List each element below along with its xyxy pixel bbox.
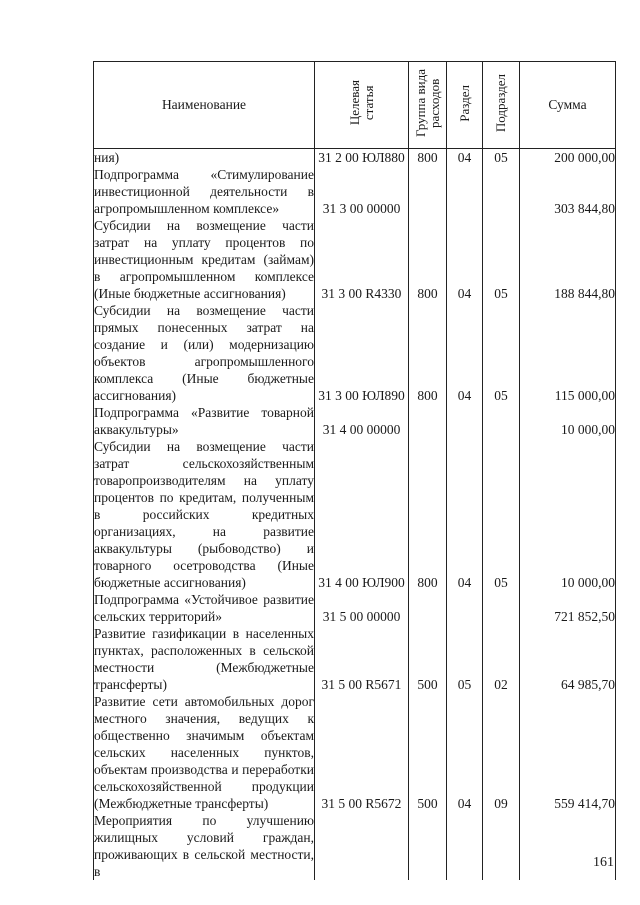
header-subsection-label: Подраздел [493, 73, 508, 133]
row-expense-group-cell [409, 166, 447, 217]
row-target-article-cell: 31 5 00 R5672 [315, 693, 409, 812]
table-row [94, 438, 616, 591]
row-expense-group-cell: 800 [409, 149, 447, 167]
row-subsection-cell: 05 [483, 302, 520, 404]
row-sum-cell: 559 414,70 [520, 693, 616, 812]
row-expense-group-cell: 500 [409, 693, 447, 812]
row-section-cell [447, 591, 483, 625]
row-section-cell: 04 [447, 217, 483, 302]
header-code-label: Целевая статья [346, 80, 376, 126]
row-target-article-cell: 31 3 00 00000 [315, 166, 409, 217]
row-name-cell: Подпрограмма «Развитие товарной аквакультуры» [94, 405, 314, 437]
header-group-label: Группа вида расходов [412, 69, 442, 137]
page-number: 161 [593, 855, 614, 870]
table-row [94, 625, 616, 693]
row-target-article-cell: 31 4 00 00000 [315, 404, 409, 438]
header-target-article [315, 62, 409, 149]
header-section [447, 62, 483, 149]
row-section-cell: 04 [447, 438, 483, 591]
row-target-article-cell: 31 3 00 ЮЛ890 [315, 302, 409, 404]
row-target-article-cell: 31 5 00 00000 [315, 591, 409, 625]
row-sum-cell: 10 000,00 [520, 404, 616, 438]
row-name-cell: ния) [94, 149, 315, 167]
row-expense-group-cell: 500 [409, 625, 447, 693]
row-section-cell: 04 [447, 302, 483, 404]
row-section-cell [447, 404, 483, 438]
row-subsection-cell: 09 [483, 693, 520, 812]
row-sum-cell: 303 844,80 [520, 166, 616, 217]
row-sum-cell: 115 000,00 [520, 302, 616, 404]
row-subsection-cell [483, 166, 520, 217]
table-header-row [94, 62, 616, 149]
row-subsection-cell: 05 [483, 438, 520, 591]
row-expense-group-cell [409, 404, 447, 438]
row-name-cell: Развитие сети автомобильных дорог местного значения, ведущих к общественно значимым объектам сельских населенных пунктов, объектам производства и переработки сельскохозяйственной продукции (Межбюджетные трансферты) [94, 694, 314, 811]
row-name-cell: Мероприятия по улучшению жилищных условий граждан, проживающих в сельской местности, в [94, 813, 314, 879]
row-section-cell: 04 [447, 149, 483, 167]
budget-table [93, 61, 616, 880]
row-subsection-cell [483, 591, 520, 625]
row-target-article-cell: 31 4 00 ЮЛ900 [315, 438, 409, 591]
header-name: Наименование [94, 62, 315, 149]
row-section-cell [447, 166, 483, 217]
row-subsection-cell [483, 812, 520, 880]
row-target-article-cell: 31 2 00 ЮЛ880 [315, 149, 409, 167]
row-subsection-cell [483, 404, 520, 438]
table-row [94, 302, 616, 404]
row-section-cell: 05 [447, 625, 483, 693]
row-expense-group-cell [409, 591, 447, 625]
row-name-cell: Субсидии на возмещение части прямых понесенных затрат на создание и (или) модернизацию объектов агропромышленного комплекса (Иные бюджетные ассигнования) [94, 303, 314, 403]
table-row [94, 591, 616, 625]
row-expense-group-cell: 800 [409, 302, 447, 404]
row-sum-cell: 64 985,70 [520, 625, 616, 693]
row-sum-cell: 188 844,80 [520, 217, 616, 302]
row-expense-group-cell [409, 812, 447, 880]
header-expense-group [409, 62, 447, 149]
row-sum-cell: 10 000,00 [520, 438, 616, 591]
row-target-article-cell: 31 5 00 R5671 [315, 625, 409, 693]
row-subsection-cell: 02 [483, 625, 520, 693]
row-expense-group-cell: 800 [409, 438, 447, 591]
row-section-cell [447, 812, 483, 880]
table-row [94, 693, 616, 812]
row-target-article-cell: 31 3 00 R4330 [315, 217, 409, 302]
row-section-cell: 04 [447, 693, 483, 812]
header-section-label: Раздел [456, 84, 472, 122]
row-name-cell: Подпрограмма «Устойчивое развитие сельских территорий» [94, 592, 314, 624]
row-sum-cell: 200 000,00 [520, 149, 616, 167]
table-row [94, 149, 616, 167]
header-sum: Сумма [520, 62, 616, 149]
row-name-cell: Развитие газификации в населенных пунктах, расположенных в сельской местности (Межбюджетные трансферты) [94, 626, 314, 692]
row-name-cell: Субсидии на возмещение части затрат сельскохозяйственным товаропроизводителям на уплату процентов по кредитам, полученным в российских кредитных организациях, на развитие аквакультуры (рыбоводство) и товарного осетроводства (Иные бюджетные ассигнования) [94, 439, 314, 590]
row-target-article-cell [315, 812, 409, 880]
table-row [94, 217, 616, 302]
table-row [94, 166, 616, 217]
header-subsection [483, 62, 520, 149]
row-sum-cell: 721 852,50 [520, 591, 616, 625]
row-name-cell: Подпрограмма «Стимулирование инвестиционной деятельности в агропромышленном комплексе» [94, 167, 314, 216]
row-subsection-cell: 05 [483, 217, 520, 302]
table-row [94, 404, 616, 438]
row-name-cell: Субсидии на возмещение части затрат на уплату процентов по инвестиционным кредитам (займам) в агропромышленном комплексе (Иные бюджетные ассигнования) [94, 218, 314, 301]
table-row [94, 812, 616, 880]
row-expense-group-cell: 800 [409, 217, 447, 302]
row-subsection-cell: 05 [483, 149, 520, 167]
